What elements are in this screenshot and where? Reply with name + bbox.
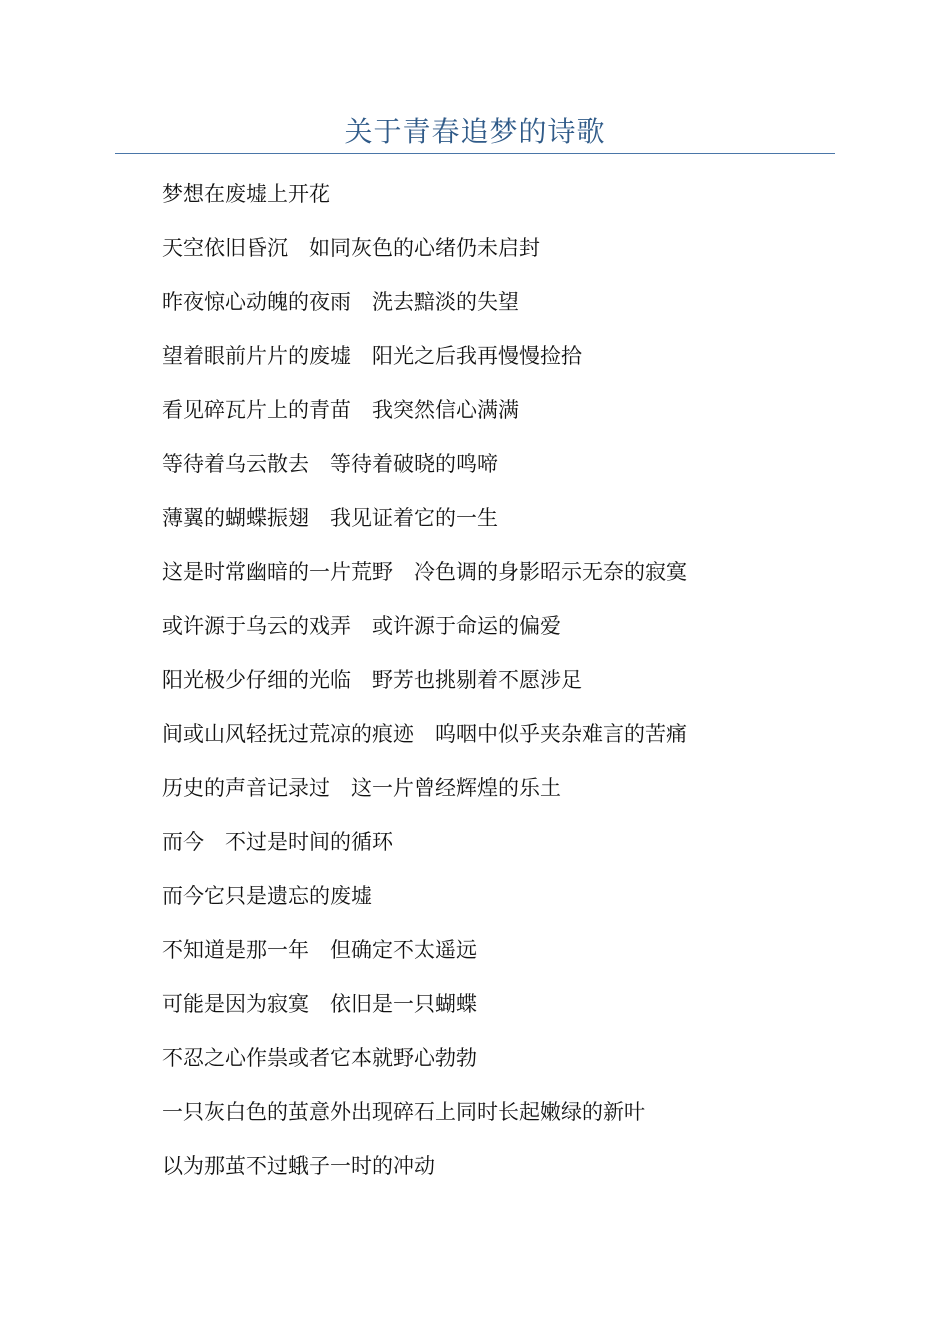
page-title: 关于青春追梦的诗歌 [344,115,606,148]
poem-line: 望着眼前片片的废墟 阳光之后我再慢慢捡拾 [162,344,582,368]
poem-line: 不知道是那一年 但确定不太遥远 [162,938,477,962]
title-underline [115,153,835,154]
poem-line: 历史的声音记录过 这一片曾经辉煌的乐土 [162,776,561,800]
poem-body [162,174,842,1200]
poem-line: 这是时常幽暗的一片荒野 冷色调的身影昭示无奈的寂寞 [162,560,687,584]
poem-line: 不忍之心作祟或者它本就野心勃勃 [162,1046,477,1070]
poem-line: 昨夜惊心动魄的夜雨 洗去黯淡的失望 [162,290,519,314]
poem-line: 天空依旧昏沉 如同灰色的心绪仍未启封 [162,236,540,260]
poem-line: 梦想在废墟上开花 [162,182,330,206]
poem-line: 薄翼的蝴蝶振翅 我见证着它的一生 [162,506,498,530]
poem-line: 以为那茧不过蛾子一时的冲动 [162,1154,435,1178]
poem-line: 而今 不过是时间的循环 [162,830,393,854]
poem-line: 间或山风轻抚过荒凉的痕迹 呜咽中似乎夹杂难言的苦痛 [162,722,687,746]
poem-line: 阳光极少仔细的光临 野芳也挑剔着不愿涉足 [162,668,582,692]
poem-line: 一只灰白色的茧意外出现碎石上同时长起嫩绿的新叶 [162,1100,645,1124]
poem-line: 而今它只是遗忘的废墟 [162,884,372,908]
poem-line: 等待着乌云散去 等待着破晓的鸣啼 [162,452,498,476]
poem-line: 可能是因为寂寞 依旧是一只蝴蝶 [162,992,477,1016]
poem-line: 看见碎瓦片上的青苗 我突然信心满满 [162,398,519,422]
poem-line: 或许源于乌云的戏弄 或许源于命运的偏爱 [162,614,561,638]
